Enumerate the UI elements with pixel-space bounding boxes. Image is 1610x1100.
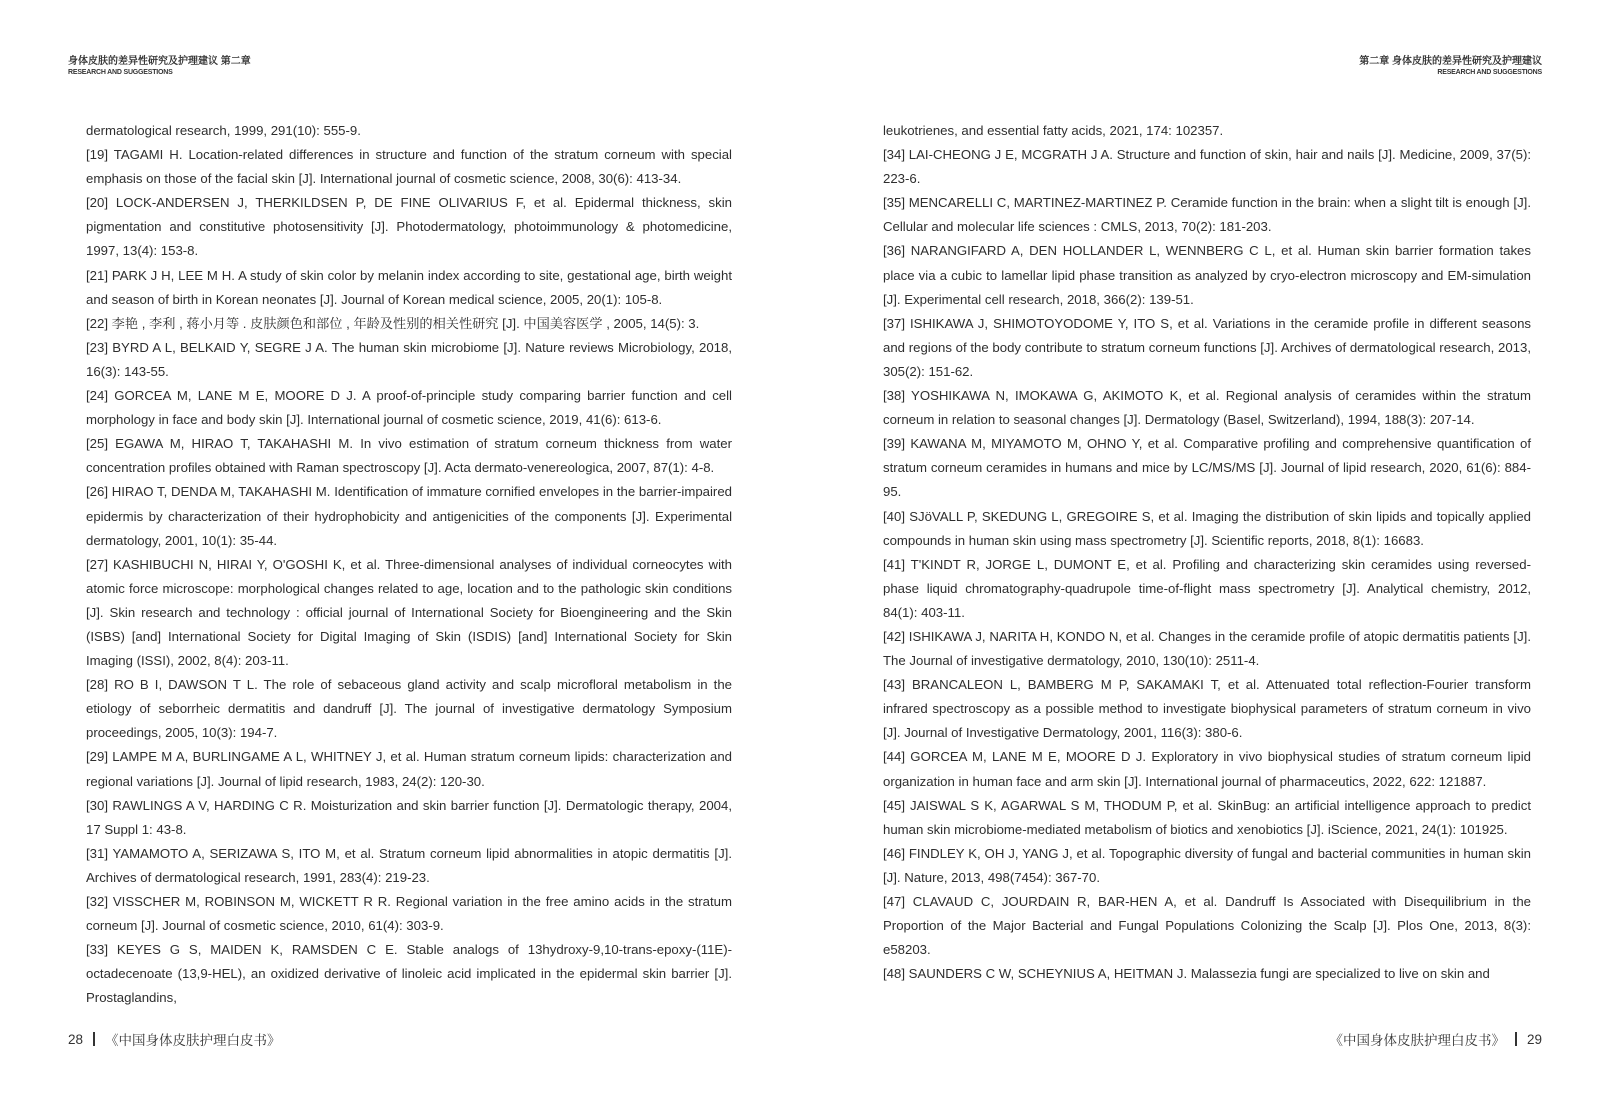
right-page [805,0,1610,1100]
reference-item: [47] CLAVAUD C, JOURDAIN R, BAR-HEN A, et al. Dandruff Is Associated with Disequilibrium in the Proportion of the Major Bacterial and Fungal Populations Colonizing the Scalp [J]. Plos One, 2013, 8(3): e58203. [883,894,1531,958]
reference-item: [32] VISSCHER M, ROBINSON M, WICKETT R R. Regional variation in the free amino acids in the stratum corneum [J]. Journal of cosmetic science, 2010, 61(4): 303-9. [86,894,732,934]
footer-divider [93,1032,95,1046]
reference-item: [34] LAI-CHEONG J E, MCGRATH J A. Structure and function of skin, hair and nails [J]. Medicine, 2009, 37(5): 223-6. [883,147,1531,187]
reference-item: [31] YAMAMOTO A, SERIZAWA S, ITO M, et al. Stratum corneum lipid abnormalities in atopic dermatitis [J]. Archives of dermatological research, 1991, 283(4): 219-23. [86,845,732,885]
book-title: 《中国身体皮肤护理白皮书》 [1329,1033,1505,1048]
reference-item: dermatological research, 1999, 291(10): 555-9. [86,123,361,138]
running-header [68,55,251,78]
reference-item: [19] TAGAMI H. Location-related differences in structure and function of the stratum corneum with special emphasis on those of the facial skin [J]. International journal of cosmetic science, 2008, 30(6): 413-34. [86,147,732,187]
reference-item: [26] HIRAO T, DENDA M, TAKAHASHI M. Identification of immature cornified envelopes in the barrier-impaired epidermis by characterization of their hydrophobicity and antigenicities of the components [J]. Experimental dermatology, 2001, 10(1): 35-44. [86,484,732,548]
reference-item: [21] PARK J H, LEE M H. A study of skin color by melanin index according to site, gestational age, birth weight and season of birth in Korean neonates [J]. Journal of Korean medical science, 2005, 20(1): 105-8. [86,267,732,307]
reference-item: [42] ISHIKAWA J, NARITA H, KONDO N, et al. Changes in the ceramide profile of atopic dermatitis patients [J]. The Journal of investigative dermatology, 2010, 130(10): 2511-4. [883,628,1531,669]
header-subtitle: RESEARCH AND SUGGESTIONS [68,69,173,76]
reference-item: [48] SAUNDERS C W, SCHEYNIUS A, HEITMAN J. Malassezia fungi are specialized to live on skin and [883,966,1490,982]
reference-item: [33] KEYES G S, MAIDEN K, RAMSDEN C E. Stable analogs of 13hydroxy-9,10-trans-epoxy-(11E)-octadecenoate (13,9-HEL), an oxidized derivative of linoleic acid implicated in the epidermal skin barrier [J]. Prostaglandins, [86,942,732,1006]
reference-item: [22] 李艳 , 李利 , 蒋小月等 . 皮肤颜色和部位 , 年龄及性别的相关性研究 [J]. 中国美容医学 , 2005, 14(5): 3. [86,315,700,331]
footer-divider [1515,1032,1517,1046]
reference-item: [28] RO B I, DAWSON T L. The role of sebaceous gland activity and scalp microfloral metabolism in the etiology of seborrheic dermatitis and dandruff [J]. The journal of investigative dermatology Symposium proceedings, 2005, 10(3): 194-7. [86,677,732,741]
header-title: 第二章 身体皮肤的差异性研究及护理建议 [1359,56,1542,67]
reference-item: [27] KASHIBUCHI N, HIRAI Y, O'GOSHI K, et al. Three-dimensional analyses of individual corneocytes with atomic force microscope: morphological changes related to age, location and to the pathologic skin conditions [J]. Skin research and technology : official journal of International Society for Bioengineering and the Skin (ISBS) [and] International Society for Digital Imaging of Skin (ISDIS) [and] International Society for Skin Imaging (ISSI), 2002, 8(4): 203-11. [86,556,732,669]
book-title: 《中国身体皮肤护理白皮书》 [105,1033,281,1048]
header-title: 身体皮肤的差异性研究及护理建议 第二章 [68,56,251,67]
reference-item: [46] FINDLEY K, OH J, YANG J, et al. Topographic diversity of fungal and bacterial communities in human skin [J]. Nature, 2013, 498(7454): 367-70. [883,845,1531,885]
reference-item: [41] T'KINDT R, JORGE L, DUMONT E, et al. Profiling and characterizing skin ceramides using reversed-phase liquid chromatography-quadrupole time-of-flight mass spectrometry [J]. Analytical chemistry, 2012, 84(1): 403-11. [883,556,1531,620]
page-number: 29 [1526,1031,1542,1047]
running-header [1359,55,1542,78]
reference-item: [20] LOCK-ANDERSEN J, THERKILDSEN P, DE FINE OLIVARIUS F, et al. Epidermal thickness, skin pigmentation and constitutive photosensitivity [J]. Photodermatology, photoimmunology & photomedicine, 1997, 13(4): 153-8. [86,195,732,259]
reference-item: [23] BYRD A L, BELKAID Y, SEGRE J A. The human skin microbiome [J]. Nature reviews Microbiology, 2018, 16(3): 143-55. [86,339,732,379]
page-footer [68,1029,281,1049]
page-number: 28 [68,1031,84,1047]
reference-item: [38] YOSHIKAWA N, IMOKAWA G, AKIMOTO K, et al. Regional analysis of ceramides within the stratum corneum in relation to seasonal changes [J]. Dermatology (Basel, Switzerland), 1994, 188(3): 207-14. [883,388,1531,428]
reference-item: [35] MENCARELLI C, MARTINEZ-MARTINEZ P. Ceramide function in the brain: when a slight tilt is enough [J]. Cellular and molecular life sciences : CMLS, 2013, 70(2): 181-203. [883,195,1531,235]
reference-item: [37] ISHIKAWA J, SHIMOTOYODOME Y, ITO S, et al. Variations in the ceramide profile in different seasons and regions of the body contribute to stratum corneum functions [J]. Archives of dermatological research, 2013, 305(2): 151-62. [883,315,1531,379]
page-footer [1329,1029,1542,1049]
reference-item: [36] NARANGIFARD A, DEN HOLLANDER L, WENNBERG C L, et al. Human skin barrier formation takes place via a cubic to lamellar lipid phase transition as analyzed by cryo-electron microscopy and EM-simulation [J]. Experimental cell research, 2018, 366(2): 139-51. [883,243,1531,307]
reference-item: [24] GORCEA M, LANE M E, MOORE D J. A proof-of-principle study comparing barrier function and cell morphology in face and body skin [J]. International journal of cosmetic science, 2019, 41(6): 613-6. [86,388,732,428]
reference-item: [45] JAISWAL S K, AGARWAL S M, THODUM P, et al. SkinBug: an artificial intelligence approach to predict human skin microbiome-mediated metabolism of biotics and xenobiotics [J]. iScience, 2021, 24(1): 101925. [883,797,1531,837]
reference-item: leukotrienes, and essential fatty acids, 2021, 174: 102357. [883,123,1224,138]
reference-item: [43] BRANCALEON L, BAMBERG M P, SAKAMAKI T, et al. Attenuated total reflection-Fourier transform infrared spectroscopy as a possible method to investigate biophysical parameters of stratum corneum in vivo [J]. Journal of Investigative Dermatology, 2001, 116(3): 380-6. [883,677,1531,741]
header-subtitle: RESEARCH AND SUGGESTIONS [1437,69,1542,76]
reference-item: [30] RAWLINGS A V, HARDING C R. Moisturization and skin barrier function [J]. Dermatologic therapy, 2004, 17 Suppl 1: 43-8. [86,797,732,837]
reference-item: [25] EGAWA M, HIRAO T, TAKAHASHI M. In vivo estimation of stratum corneum thickness from water concentration profiles obtained with Raman spectroscopy [J]. Acta dermato-venereologica, 2007, 87(1): 4-8. [86,436,732,476]
reference-item: [44] GORCEA M, LANE M E, MOORE D J. Exploratory in vivo biophysical studies of stratum corneum lipid organization in human face and arm skin [J]. International journal of pharmaceutics, 2022, 622: 121887. [883,749,1531,789]
reference-item: [39] KAWANA M, MIYAMOTO M, OHNO Y, et al. Comparative profiling and comprehensive quantification of stratum corneum ceramides in humans and mice by LC/MS/MS [J]. Journal of lipid research, 2020, 61(6): 884-95. [883,436,1531,500]
reference-item: [40] SJöVALL P, SKEDUNG L, GREGOIRE S, et al. Imaging the distribution of skin lipids and topically applied compounds in human skin using mass spectrometry [J]. Scientific reports, 2018, 8(1): 16683. [883,508,1531,548]
reference-list [883,119,1531,986]
reference-list [86,119,732,1010]
reference-item: [29] LAMPE M A, BURLINGAME A L, WHITNEY J, et al. Human stratum corneum lipids: characterization and regional variations [J]. Journal of lipid research, 1983, 24(2): 120-30. [86,749,732,789]
